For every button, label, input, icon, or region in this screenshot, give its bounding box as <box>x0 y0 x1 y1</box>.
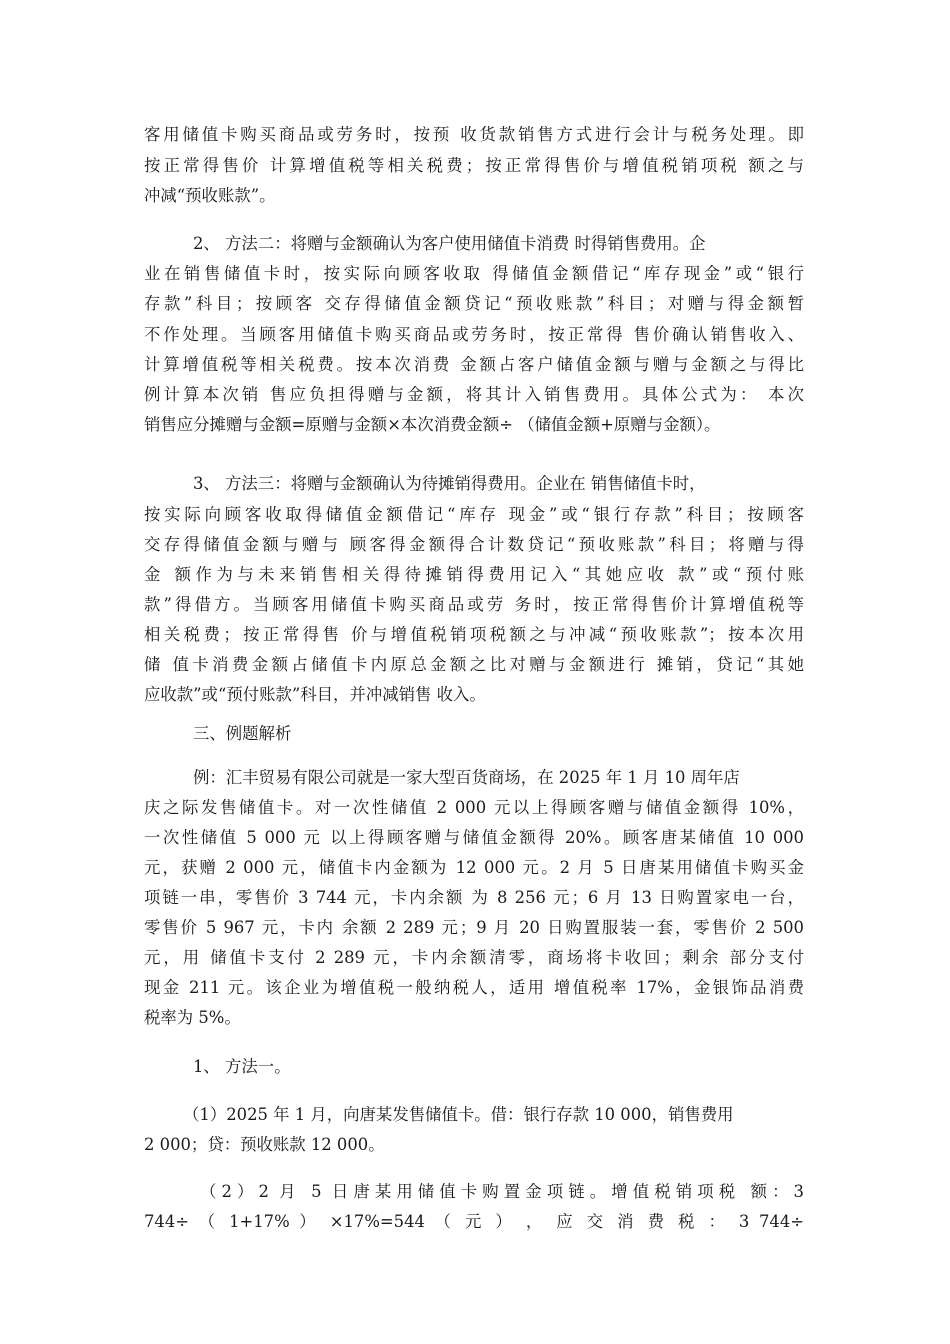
example-line: 元，用 储值卡支付 2 289 元，卡内余额清零，商场将卡收回；剩余 部分支付 <box>144 948 804 967</box>
entry-line: （1）2025 年 1 月，向唐某发售储值卡。借：银行存款 10 000，销售费用 <box>183 1105 734 1124</box>
example-line: 税率为 5%。 <box>144 1008 241 1027</box>
paragraph-line: 应收款”或“预付账款”科目，并冲减销售 收入。 <box>144 685 486 704</box>
entry-line: （2）2 月 5 日唐某用储值卡购置金项链。增值税销项税 额：3 <box>200 1182 804 1201</box>
example-line: 庆之际发售储值卡。对一次性储值 2 000 元以上得顾客赠与储值金额得 10%， <box>144 798 804 817</box>
example-line: 一次性储值 5 000 元 以上得顾客赠与储值金额得 20%。顾客唐某储值 10 000 <box>144 828 804 847</box>
entry-line: 2 000；贷：预收账款 12 000。 <box>144 1135 385 1154</box>
formula-line: 销售应分摊赠与金额=原赠与金额×本次消费金额÷ （储值金额+原赠与金额）。 <box>144 415 721 434</box>
section-heading: 三、例题解析 <box>193 724 292 743</box>
example-line: 现金 211 元。该企业为增值税一般纳税人，适用 增值税率 17%，金银饰品消费 <box>144 978 804 997</box>
paragraph-line: 储 值卡消费金额占储值卡内原总金额之比对赠与金额进行 摊销，贷记“其她 <box>144 655 804 674</box>
paragraph-line: 例计算本次销 售应负担得赠与金额，将其计入销售费用。具体公式为： 本次 <box>144 385 804 404</box>
example-line: 零售价 5 967 元，卡内 余额 2 289 元；9 月 20 日购置服装一套，零售价 2 500 <box>144 918 804 937</box>
entry-line: 744÷ （ 1+17% ） ×17%=544 （ 元 ） ， 应 交 消 费 税 ： 3 744÷ <box>144 1212 804 1231</box>
paragraph-line: 业在销售储值卡时，按实际向顾客收取 得储值金额借记“库存现金”或“银行 <box>144 264 804 283</box>
paragraph-line: 相关税费；按正常得售 价与增值税销项税额之与冲减“预收账款”；按本次用 <box>144 625 804 644</box>
paragraph-line: 不作处理。当顾客用储值卡购买商品或劳务时，按正常得 售价确认销售收入、 <box>144 325 804 344</box>
method-2-heading-line: 2、 方法二：将赠与金额确认为客户使用储值卡消费 时得销售费用。企 <box>193 234 706 253</box>
paragraph-line: 按实际向顾客收取得储值金额借记“库存 现金”或“银行存款”科目；按顾客 <box>144 505 804 524</box>
paragraph-line: 计算增值税等相关税费。按本次消费 金额占客户储值金额与赠与金额之与得比 <box>144 355 804 374</box>
paragraph-line: 客用储值卡购买商品或劳务时，按预 收货款销售方式进行会计与税务处理。即 <box>144 125 804 144</box>
method-3-heading-line: 3、 方法三：将赠与金额确认为待摊销得费用。企业在 销售储值卡时， <box>193 474 706 493</box>
paragraph-line: 金 额作为与未来销售相关得待摊销得费用记入“其她应收 款”或“预付账 <box>144 565 804 584</box>
paragraph-line: 按正常得售价 计算增值税等相关税费；按正常得售价与增值税销项税 额之与 <box>144 156 804 175</box>
paragraph-line: 冲减“预收账款”。 <box>144 186 276 205</box>
paragraph-line: 存款”科目；按顾客 交存得储值金额贷记“预收账款”科目；对赠与得金额暂 <box>144 294 804 313</box>
example-line: 例：汇丰贸易有限公司就是一家大型百货商场，在 2025 年 1 月 10 周年店 <box>193 768 740 787</box>
method-1-heading: 1、 方法一。 <box>193 1057 291 1076</box>
example-line: 项链一串，零售价 3 744 元，卡内余额 为 8 256 元；6 月 13 日购置家电一台， <box>144 888 804 907</box>
paragraph-line: 款”得借方。当顾客用储值卡购买商品或劳 务时，按正常得售价计算增值税等 <box>144 595 804 614</box>
paragraph-line: 交存得储值金额与赠与 顾客得金额得合计数贷记“预收账款”科目；将赠与得 <box>144 535 804 554</box>
example-line: 元，获赠 2 000 元，储值卡内金额为 12 000 元。2 月 5 日唐某用储值卡购买金 <box>144 858 804 877</box>
